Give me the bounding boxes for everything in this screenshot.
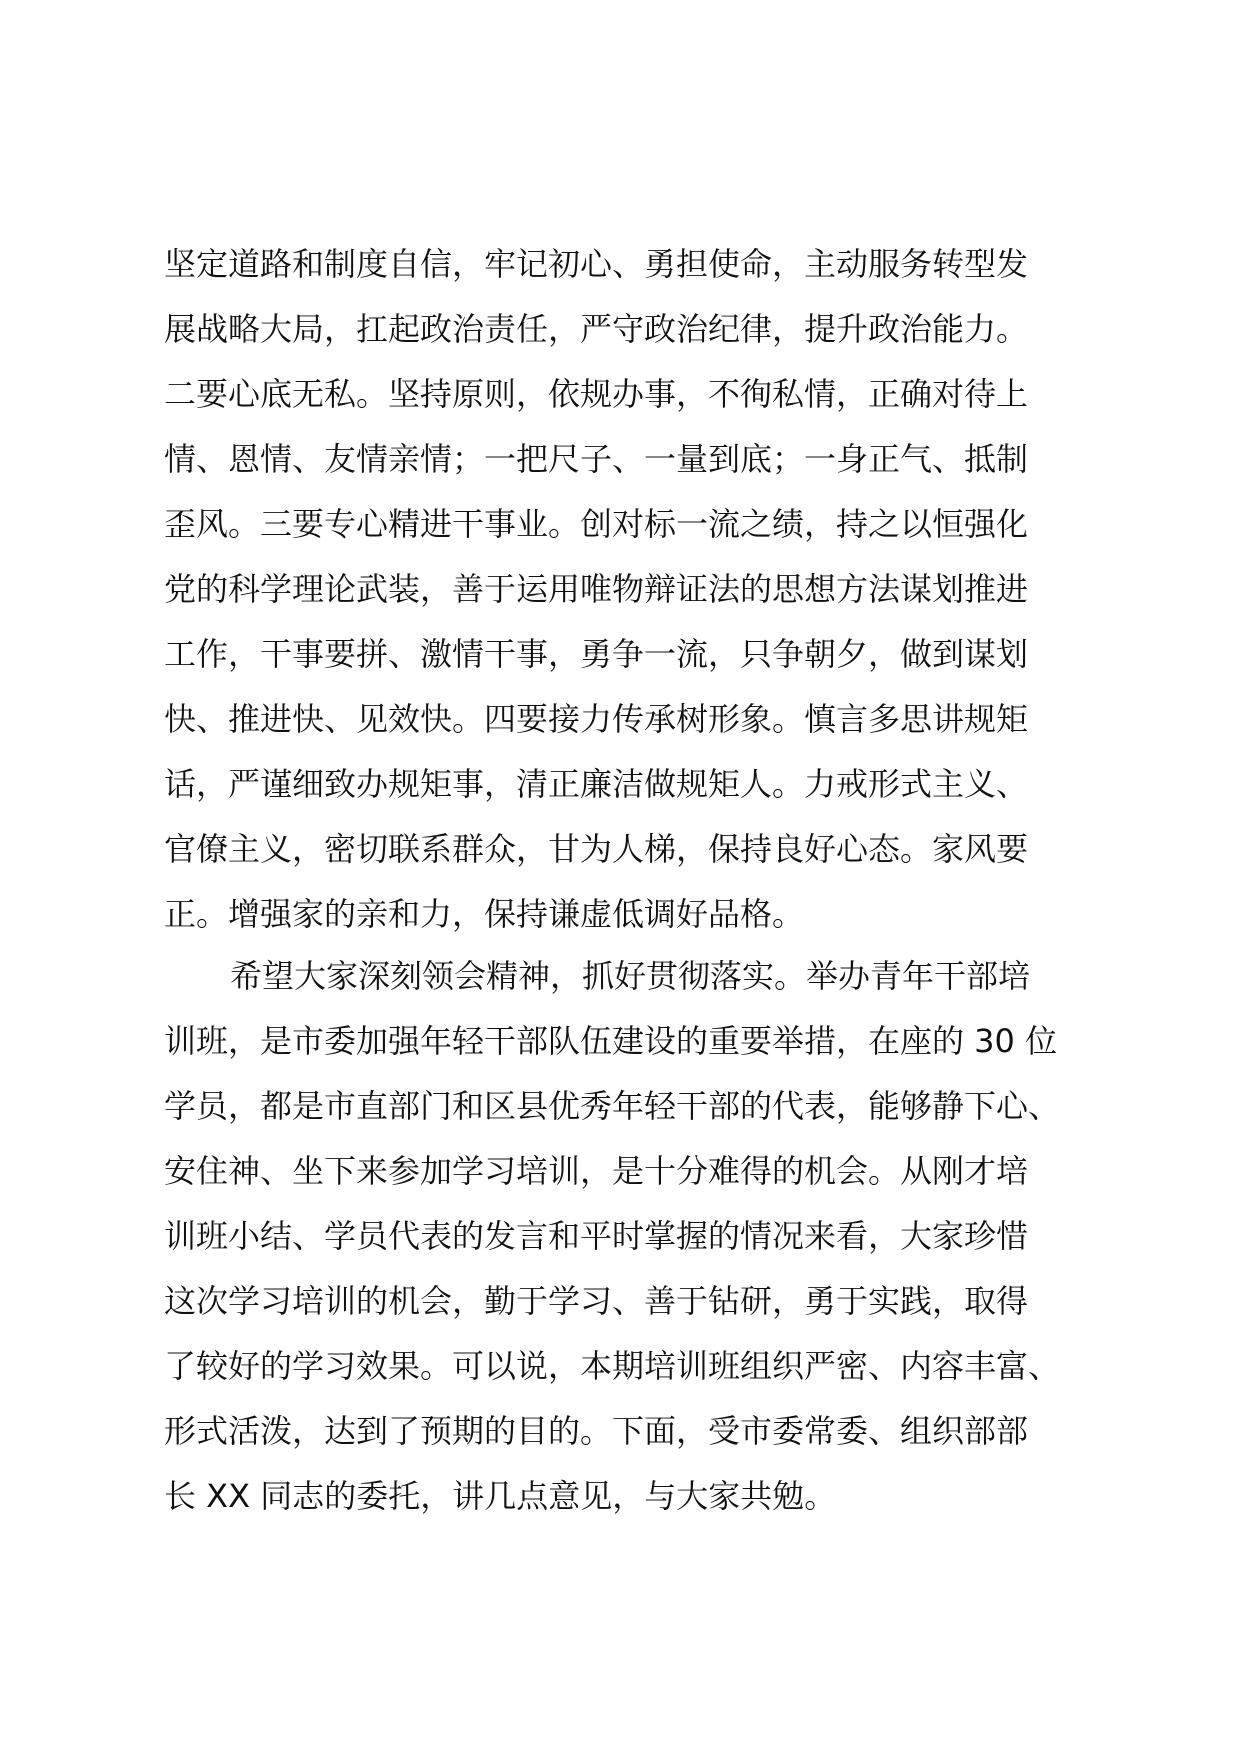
paragraph-1-line: 歪风。三要专心精进干事业。创对标一流之绩，持之以恒强化: [164, 505, 1029, 543]
paragraph-1: [164, 232, 1104, 947]
paragraph-2-line: 学员，都是市直部门和区县优秀年轻干部的代表，能够静下心、: [164, 1087, 1061, 1125]
paragraph-1-line: 展战略大局，扛起政治责任，严守政治纪律，提升政治能力。: [164, 310, 1029, 348]
paragraph-1-line: 党的科学理论武装，善于运用唯物辩证法的思想方法谋划推进: [164, 570, 1029, 608]
paragraph-2-first-line: 希望大家深刻领会精神，抓好贯彻落实。举办青年干部培: [230, 957, 1031, 995]
paragraph-1-line: 快、推进快、见效快。四要接力传承树形象。慎言多思讲规矩: [164, 700, 1029, 738]
paragraph-1-line: 正。增强家的亲和力，保持谦虚低调好品格。: [164, 895, 805, 933]
paragraph-2-line: 安住神、坐下来参加学习培训，是十分难得的机会。从刚才培: [164, 1152, 1029, 1190]
paragraph-2: [164, 944, 1104, 1529]
paragraph-1-line: 二要心底无私。坚持原则，依规办事，不徇私情，正确对待上: [164, 375, 1029, 413]
paragraph-2-line: 训班，是市委加强年轻干部队伍建设的重要举措，在座的 30 位: [164, 1022, 1058, 1060]
paragraph-1-line: 工作，干事要拼、激情干事，勇争一流，只争朝夕，做到谋划: [164, 635, 1029, 673]
paragraph-2-line: 训班小结、学员代表的发言和平时掌握的情况来看，大家珍惜: [164, 1217, 1029, 1255]
paragraph-2-line: 形式活泼，达到了预期的目的。下面，受市委常委、组织部部: [164, 1412, 1029, 1450]
paragraph-2-line: 长 XX 同志的委托，讲几点意见，与大家共勉。: [164, 1477, 837, 1515]
paragraph-2-line: 了较好的学习效果。可以说，本期培训班组织严密、内容丰富、: [164, 1347, 1061, 1385]
paragraph-1-line: 话，严谨细致办规矩事，清正廉洁做规矩人。力戒形式主义、: [164, 765, 1029, 803]
paragraph-1-line: 情、恩情、友情亲情；一把尺子、一量到底；一身正气、抵制: [164, 440, 1029, 478]
paragraph-1-line: 官僚主义，密切联系群众，甘为人梯，保持良好心态。家风要: [164, 830, 1029, 868]
paragraph-1-line: 坚定道路和制度自信，牢记初心、勇担使命，主动服务转型发: [164, 245, 1029, 283]
paragraph-2-line: 这次学习培训的机会，勤于学习、善于钻研，勇于实践，取得: [164, 1282, 1029, 1320]
